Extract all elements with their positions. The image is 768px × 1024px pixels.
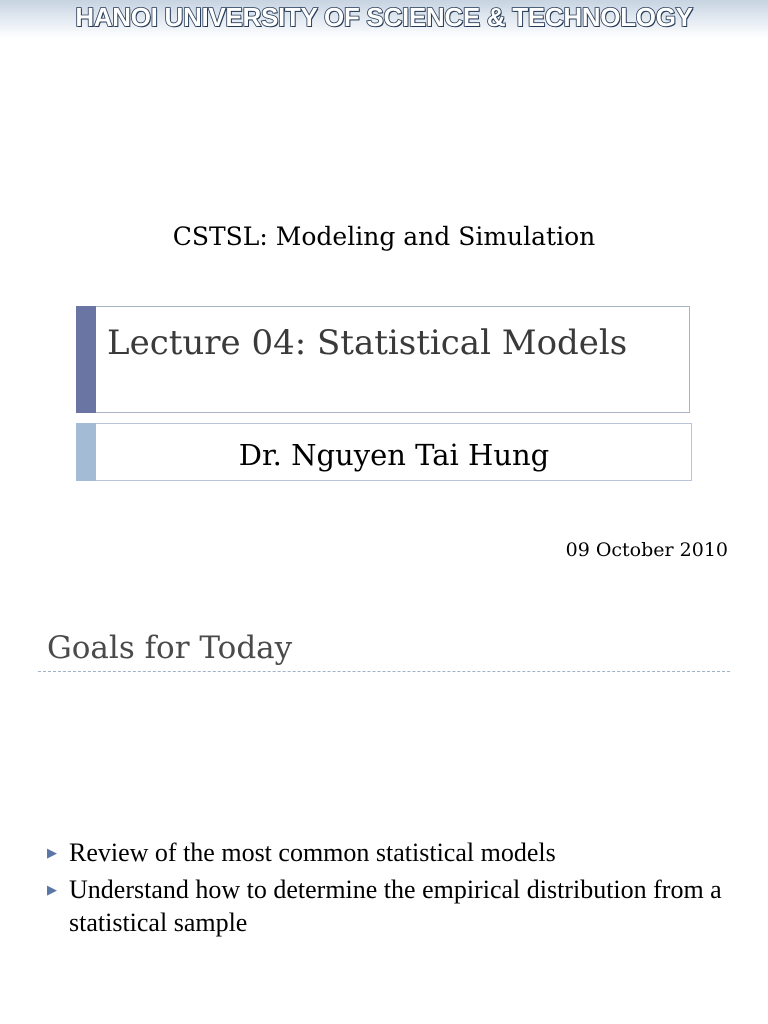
goal-text: Review of the most common statistical models: [69, 838, 556, 867]
triangle-bullet-icon: ▶: [47, 882, 57, 897]
lecture-title: Lecture 04: Statistical Models: [107, 323, 628, 363]
list-item: [47, 873, 737, 939]
university-name: HANOI UNIVERSITY OF SCIENCE & TECHNOLOGY: [75, 2, 693, 32]
author-name: Dr. Nguyen Tai Hung: [238, 438, 550, 472]
course-title: CSTSL: Modeling and Simulation: [172, 222, 596, 251]
list-item: [47, 836, 737, 869]
lecture-title-box: [76, 306, 690, 413]
goals-divider: [38, 671, 730, 672]
triangle-bullet-icon: ▶: [47, 845, 57, 860]
goals-heading: Goals for Today: [47, 630, 293, 666]
goals-list: [47, 836, 737, 943]
goal-text: Understand how to determine the empirical distribution from a statistical sample: [69, 875, 722, 937]
lecture-accent-bar: [76, 306, 96, 413]
lecture-date: 09 October 2010: [565, 539, 728, 561]
university-banner: [0, 0, 768, 38]
author-box: [76, 423, 692, 481]
